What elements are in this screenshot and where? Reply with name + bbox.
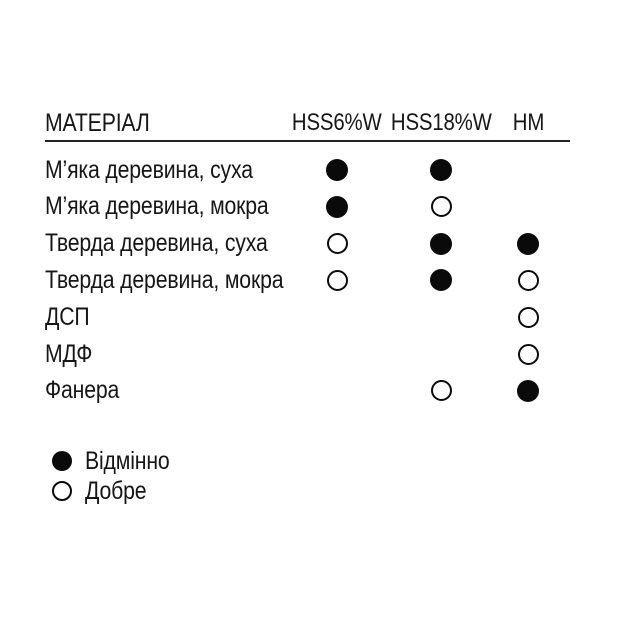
filled-dot-icon — [517, 380, 539, 402]
table-row — [0, 336, 630, 373]
column-header-label: HSS18%W — [390, 109, 492, 136]
legend-label-text: Відмінно — [85, 447, 170, 475]
filled-dot-icon — [52, 451, 72, 471]
material-label-text: МДФ — [45, 339, 93, 368]
rating-cell — [429, 195, 453, 219]
open-dot-icon — [431, 380, 452, 401]
filled-dot-icon — [326, 196, 348, 218]
rating-cell — [325, 232, 349, 256]
legend-item — [52, 476, 157, 506]
material-label-text: Тверда деревина, мокра — [45, 265, 284, 294]
material-label — [45, 225, 307, 262]
filled-dot-icon — [430, 233, 452, 255]
rating-cell — [429, 232, 453, 256]
rating-cell — [429, 379, 453, 403]
filled-dot-icon — [517, 233, 539, 255]
rating-cell — [325, 158, 349, 182]
material-label-text: Тверда деревина, суха — [45, 229, 268, 258]
header-divider — [45, 140, 570, 142]
filled-dot-icon — [326, 159, 348, 181]
material-label — [45, 262, 325, 299]
table-row — [0, 299, 630, 336]
open-dot-icon — [518, 307, 539, 328]
material-label — [45, 152, 290, 189]
rating-cell — [325, 268, 349, 292]
legend-symbol — [52, 481, 72, 501]
open-dot-icon — [52, 481, 72, 501]
open-dot-icon — [518, 270, 539, 291]
rating-cell — [516, 232, 540, 256]
column-header-label: HM — [512, 109, 544, 136]
material-label — [45, 336, 101, 373]
rating-cell — [516, 379, 540, 403]
row-header-label: МАТЕРІАЛ — [45, 109, 150, 137]
rating-cell — [325, 195, 349, 219]
table-row — [0, 262, 630, 299]
rating-cell — [516, 305, 540, 329]
material-label-text: Фанера — [45, 376, 120, 405]
open-dot-icon — [431, 196, 452, 217]
material-label — [45, 372, 132, 409]
legend-item — [52, 446, 184, 476]
material-label-text: ДСП — [45, 302, 90, 331]
open-dot-icon — [518, 344, 539, 365]
rating-cell — [516, 342, 540, 366]
table-row — [0, 152, 630, 189]
open-dot-icon — [327, 233, 348, 254]
legend-label-text: Добре — [85, 477, 147, 505]
table-row-header — [45, 110, 168, 136]
material-label — [45, 188, 308, 225]
column-header-hm — [458, 110, 598, 136]
table-row — [0, 188, 630, 225]
material-label-text: М’яка деревина, суха — [45, 155, 253, 184]
material-label-text: М’яка деревина, мокра — [45, 192, 269, 221]
rating-cell — [516, 268, 540, 292]
material-label — [45, 299, 97, 336]
table-row — [0, 225, 630, 262]
filled-dot-icon — [430, 269, 452, 291]
filled-dot-icon — [430, 159, 452, 181]
rating-cell — [429, 158, 453, 182]
table-row — [0, 372, 630, 409]
legend-label — [85, 476, 157, 506]
column-header-label: HSS6%W — [292, 109, 382, 136]
rating-cell — [429, 268, 453, 292]
open-dot-icon — [327, 270, 348, 291]
legend-symbol — [52, 451, 72, 471]
legend-label — [85, 446, 184, 476]
